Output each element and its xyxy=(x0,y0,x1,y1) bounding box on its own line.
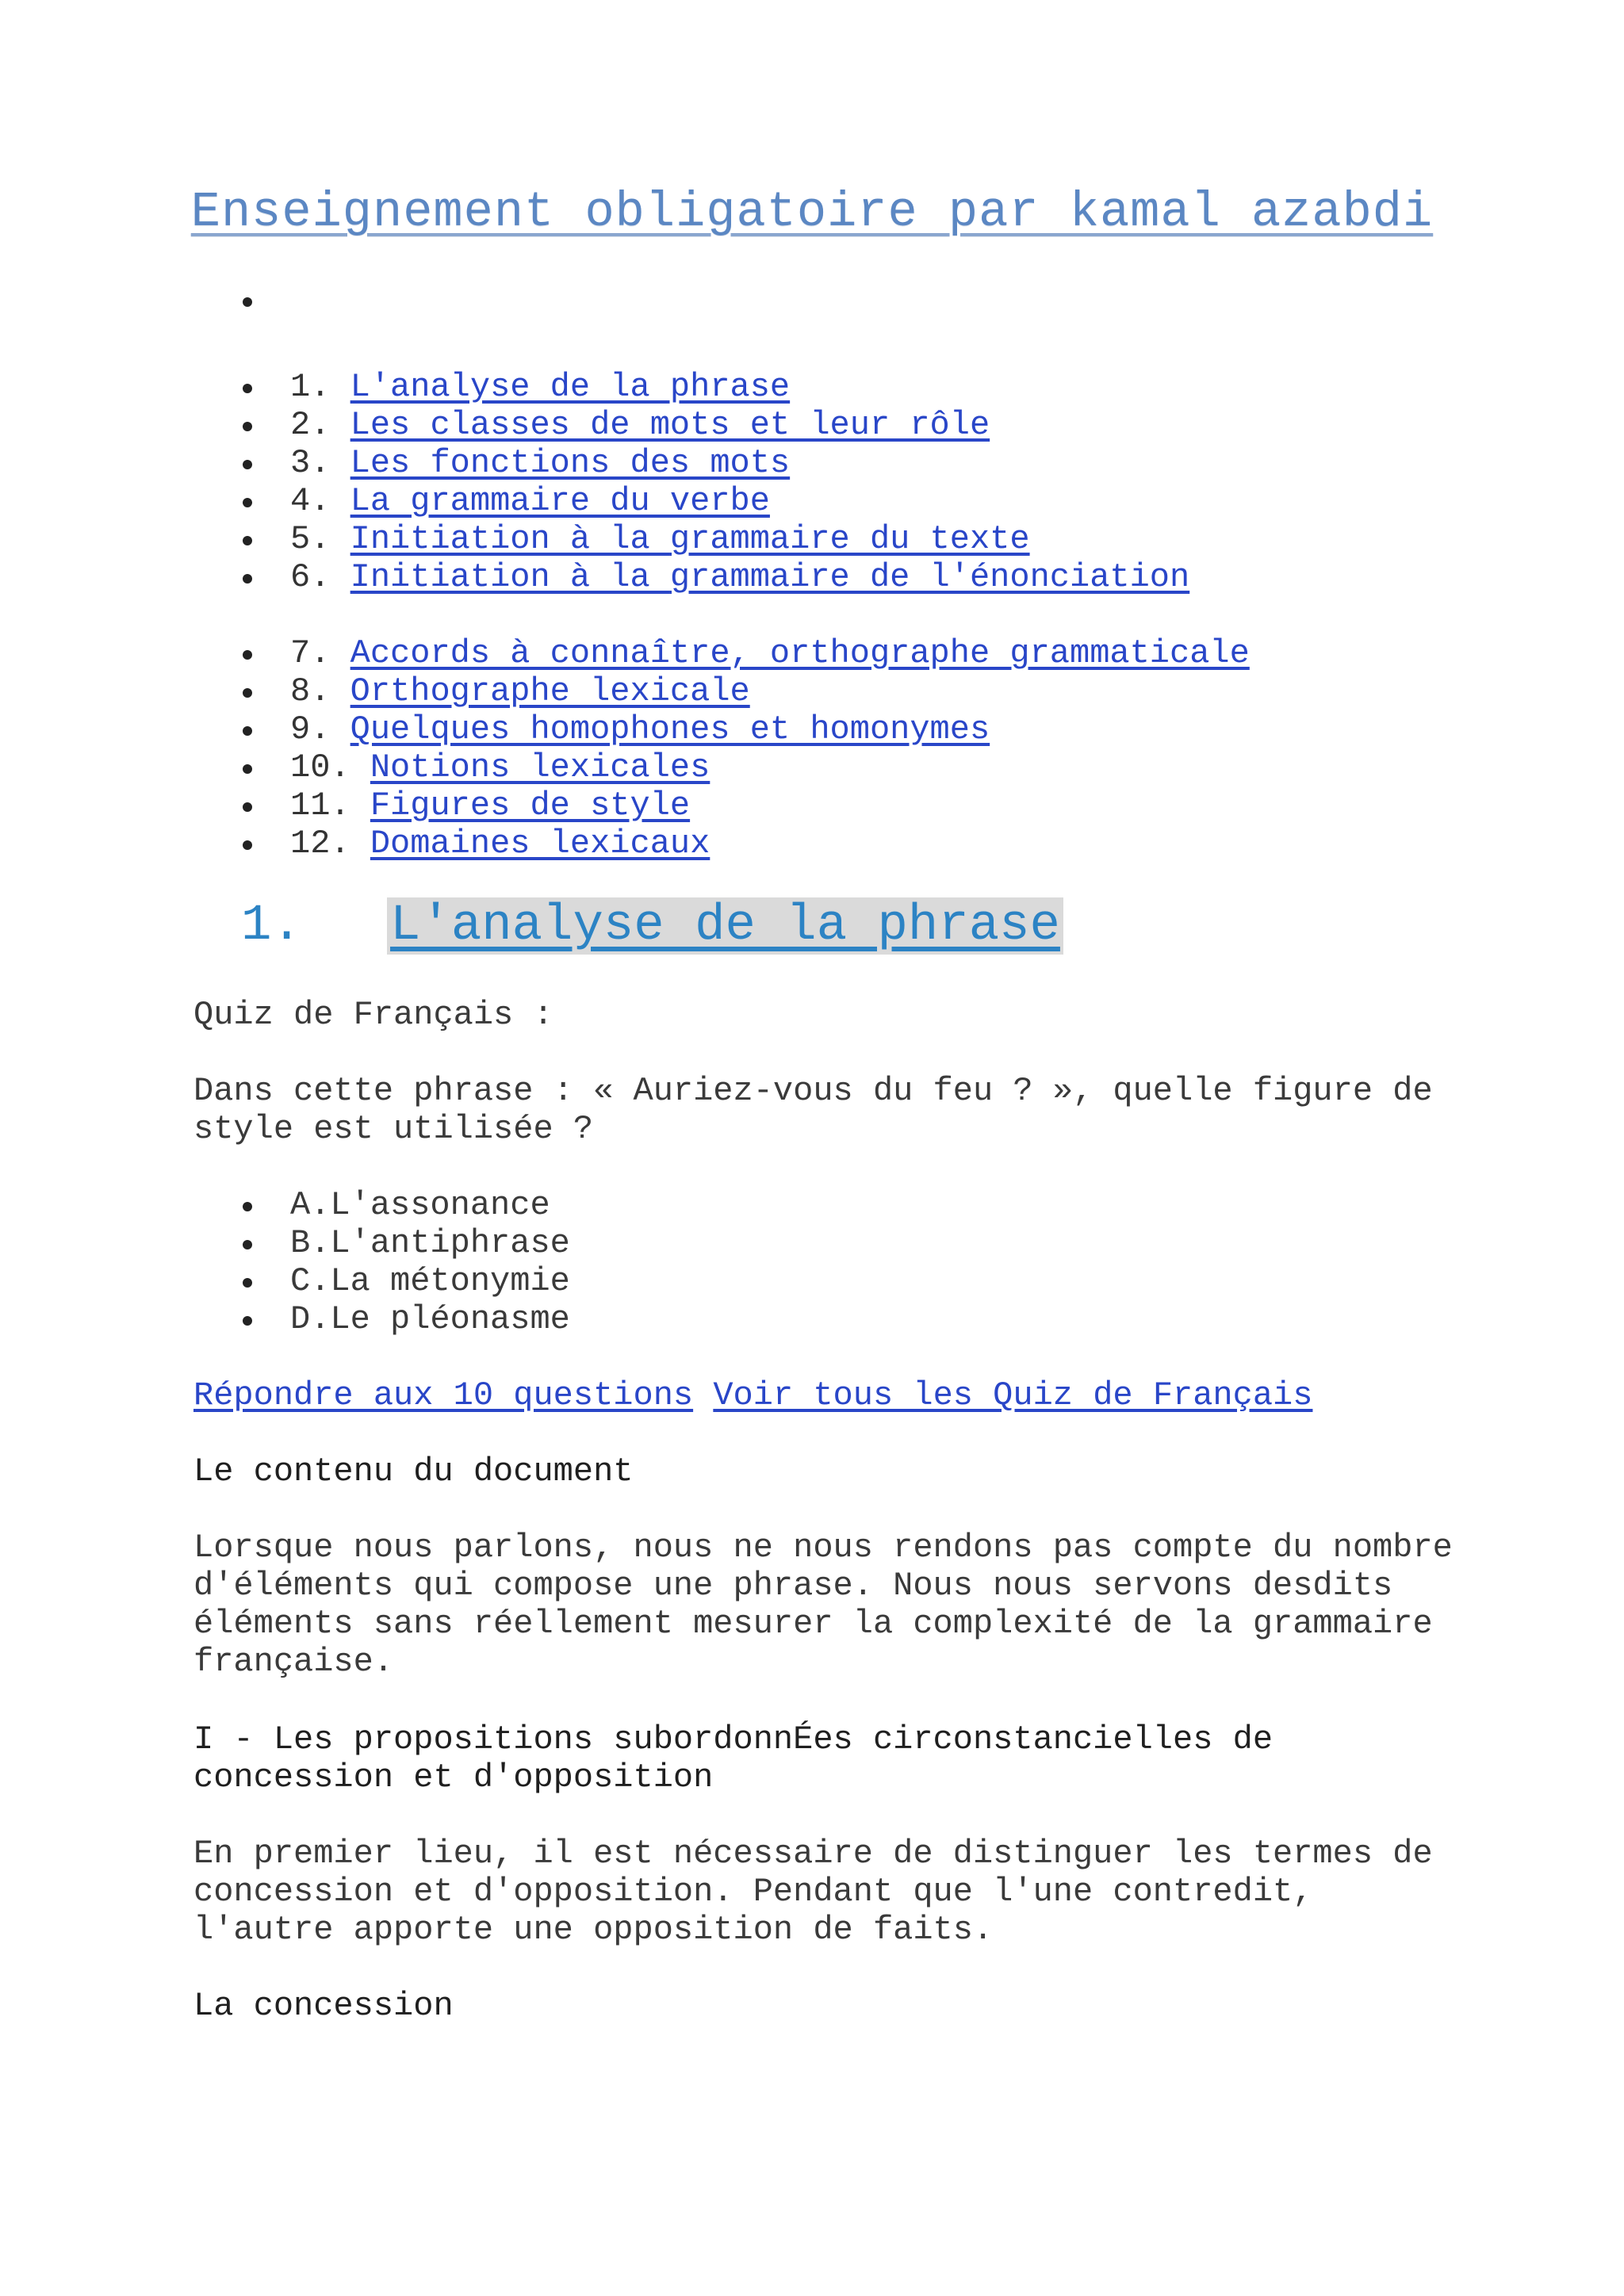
toc-item xyxy=(0,786,1250,825)
empty-bullet xyxy=(243,297,252,307)
toc-link[interactable]: Figures de style xyxy=(370,786,691,825)
toc-item-number: 11. xyxy=(290,786,350,825)
toc-item-number: 6. xyxy=(290,558,331,596)
toc-item-number: 8. xyxy=(290,672,331,710)
toc-link[interactable]: Orthographe lexicale xyxy=(350,672,750,710)
toc-item-number: 7. xyxy=(290,634,331,672)
all-quiz-link[interactable]: Voir tous les Quiz de Français xyxy=(713,1376,1313,1414)
toc-item-number: 2. xyxy=(290,406,331,444)
toc-link[interactable]: Initiation à la grammaire de l'énonciation xyxy=(350,558,1190,596)
answer-option: D.Le pléonasme xyxy=(0,1300,570,1338)
section-number: 1. xyxy=(241,897,302,955)
answer-option: A.L'assonance xyxy=(0,1186,570,1224)
toc-link[interactable]: Les fonctions des mots xyxy=(350,444,791,482)
quiz-heading: Quiz de Français : xyxy=(193,996,553,1034)
toc-item-number: 10. xyxy=(290,748,350,786)
toc-item xyxy=(0,634,1250,672)
concession-heading: La concession xyxy=(193,1987,454,2025)
toc-link[interactable]: La grammaire du verbe xyxy=(350,482,770,520)
section-heading xyxy=(241,897,1063,955)
toc-item-number: 4. xyxy=(290,482,331,520)
toc-item-number: 3. xyxy=(290,444,331,482)
table-of-contents-group-1 xyxy=(0,368,1189,596)
toc-item xyxy=(0,406,1189,444)
document-title-text: Enseignement obligatoire par kamal azabdi xyxy=(190,184,1434,240)
toc-item-number: 9. xyxy=(290,710,331,748)
table-of-contents-group-2 xyxy=(0,634,1250,863)
subheading: I - Les propositions subordonnÉes circonstancielles de concession et d'opposition xyxy=(193,1720,1274,1797)
concession-paragraph: En premier lieu, il est nécessaire de distinguer les termes de concession et d'opposition. Pendant que l'une contredit, l'autre apporte une opposition de faits. xyxy=(193,1835,1433,1949)
toc-item xyxy=(0,444,1189,482)
toc-item xyxy=(0,672,1250,710)
content-heading: Le contenu du document xyxy=(193,1452,634,1490)
toc-link[interactable]: Accords à connaître, orthographe grammaticale xyxy=(350,634,1250,672)
toc-link[interactable]: L'analyse de la phrase xyxy=(350,368,791,406)
document-title xyxy=(0,184,1624,240)
toc-item xyxy=(0,825,1250,863)
toc-item xyxy=(0,368,1189,406)
answer-questions-link[interactable]: Répondre aux 10 questions xyxy=(193,1376,694,1414)
toc-item-number: 1. xyxy=(290,368,331,406)
toc-item xyxy=(0,558,1189,596)
toc-item xyxy=(0,748,1250,786)
intro-paragraph: Lorsque nous parlons, nous ne nous rendons pas compte du nombre d'éléments qui compose une phrase. Nous nous servons desdits éléments sans réellement mesurer la complexité de la grammaire française. xyxy=(193,1529,1453,1681)
quiz-links xyxy=(193,1376,1312,1414)
toc-item-number: 12. xyxy=(290,825,350,863)
toc-item xyxy=(0,520,1189,558)
quiz-answers-list xyxy=(0,1186,570,1338)
answer-option: B.L'antiphrase xyxy=(0,1224,570,1262)
toc-link[interactable]: Domaines lexicaux xyxy=(370,825,710,863)
toc-link[interactable]: Initiation à la grammaire du texte xyxy=(350,520,1030,558)
toc-link[interactable]: Notions lexicales xyxy=(370,748,710,786)
quiz-question: Dans cette phrase : « Auriez-vous du feu ? », quelle figure de style est utilisée ? xyxy=(193,1072,1433,1148)
toc-item xyxy=(0,710,1250,748)
toc-link[interactable]: Quelques homophones et homonymes xyxy=(350,710,990,748)
toc-link[interactable]: Les classes de mots et leur rôle xyxy=(350,406,990,444)
toc-item xyxy=(0,482,1189,520)
section-title-link[interactable]: L'analyse de la phrase xyxy=(387,897,1063,955)
answer-option: C.La métonymie xyxy=(0,1262,570,1300)
toc-item-number: 5. xyxy=(290,520,331,558)
